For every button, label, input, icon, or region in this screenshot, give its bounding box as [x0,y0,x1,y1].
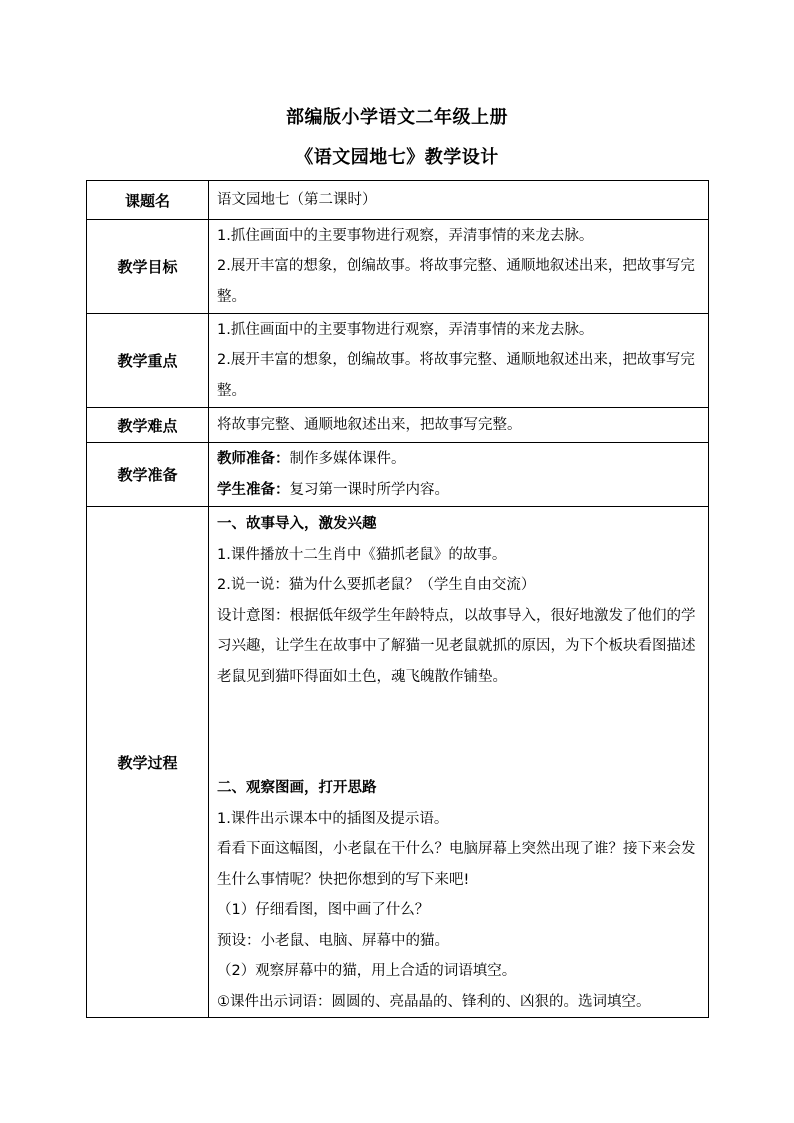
student-prep-line [217,475,708,506]
process-section-2-line-2: 看看下面这幅图，小老鼠在干什么？电脑屏幕上突然出现了谁？接下来会发生什么事情呢？快把你想到的写下来吧! [217,841,696,888]
table-row-lesson-title [87,181,709,220]
process-section-1-line-2: 2.说一说：猫为什么要抓老鼠？（学生自由交流） [217,577,536,593]
teacher-prep-label: 教师准备： [217,451,290,467]
process-section-1-heading: 一、故事导入，激发兴趣 [217,516,377,532]
value-key-points [209,314,709,408]
table-row-key-points [87,314,709,408]
student-prep-value: 复习第一课时所学内容。 [289,481,449,498]
lesson-plan-table [86,180,709,1018]
value-lesson-title: 语文园地七（第二课时） [209,181,709,220]
student-prep-label: 学生准备： [217,481,290,498]
document-subtitle: 《语文园地七》教学设计 [295,147,499,168]
value-difficulties: 将故事完整、通顺地叙述出来，把故事写完整。 [209,408,709,443]
value-goals [209,220,709,314]
process-section-1-line-3: 设计意图：根据低年级学生年龄特点，以故事导入，很好地激发了他们的学习兴趣，让学生在故事中了解猫一见老鼠就抓的原因，为下个板块看图描述老鼠见到猫吓得面如土色，魂飞魄散作铺垫。 [217,607,696,685]
table-row-process [87,507,709,1018]
process-section-2-line-4: 预设：小老鼠、电脑、屏幕中的猫。 [217,932,449,949]
goal-line-2: 2.展开丰富的想象，创编故事。将故事完整、通顺地叙述出来，把故事写完整。 [217,258,695,305]
label-goals: 教学目标 [87,220,209,314]
document-title: 部编版小学语文二年级上册 [286,107,508,128]
goal-line-1: 1.抓住画面中的主要事物进行观察，弄清事情的来龙去脉。 [217,227,594,244]
process-section-1-line-1: 1.课件播放十二生肖中《猫抓老鼠》的故事。 [217,546,507,563]
table-row-difficulties [87,408,709,443]
label-process: 教学过程 [87,507,209,1018]
label-preparation: 教学准备 [87,443,209,507]
teacher-prep-line [217,444,708,475]
process-section-2-line-1: 1.课件出示课本中的插图及提示语。 [217,810,449,827]
key-point-line-2: 2.展开丰富的想象，创编故事。将故事完整、通顺地叙述出来，把故事写完整。 [217,352,695,399]
teacher-prep-value: 制作多媒体课件。 [289,451,406,467]
process-section-2-line-5: （2）观察屏幕中的猫，用上合适的词语填空。 [217,963,517,979]
value-preparation [209,443,709,507]
key-point-line-1: 1.抓住画面中的主要事物进行观察，弄清事情的来龙去脉。 [217,321,594,338]
process-section-2-heading: 二、观察图画，打开思路 [217,780,377,796]
label-lesson-title: 课题名 [87,181,209,220]
label-difficulties: 教学难点 [87,408,209,443]
process-spacer [217,692,708,773]
label-key-points: 教学重点 [87,314,209,408]
process-section-2-line-6: ①课件出示词语：圆圆的、亮晶晶的、锋利的、凶狠的。选词填空。 [217,993,651,1010]
process-section-2-line-3: （1）仔细看图，图中画了什么？ [217,902,430,918]
table-row-preparation [87,443,709,507]
value-process [209,507,709,1018]
table-row-goals [87,220,709,314]
